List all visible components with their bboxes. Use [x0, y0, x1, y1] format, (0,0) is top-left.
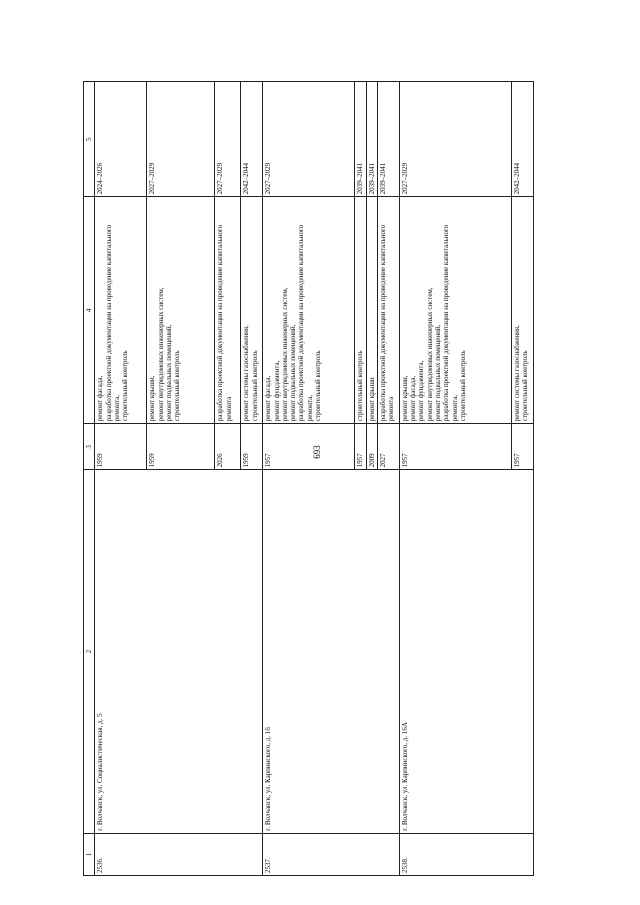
column-number-row — [84, 82, 95, 876]
work-period: 2039–2041 — [366, 82, 377, 197]
work-list: разработка проектной документации на проведение капитального ремонта — [377, 197, 399, 424]
build-year: 1957 — [511, 424, 533, 470]
work-period: 2039–2041 — [355, 82, 366, 197]
build-year: 1959 — [147, 424, 215, 470]
build-year: 1957 — [263, 424, 355, 470]
work-period: 2027–2029 — [263, 82, 355, 197]
column-header: 2 — [84, 470, 95, 833]
record-address: г. Волчанск, ул. Карпинского, д. 16 — [263, 470, 400, 833]
build-year: 1957 — [355, 424, 366, 470]
column-header: 4 — [84, 197, 95, 424]
column-header: 3 — [84, 424, 95, 470]
work-list: ремонт крыши — [366, 197, 377, 424]
build-year: 2026 — [215, 424, 241, 470]
record-address: г. Волчанск, ул. Социалистическая, д. 5 — [95, 470, 263, 833]
record-address: г. Волчанск, ул. Карпинского, д. 16А — [399, 470, 533, 833]
record-number: 2536. — [95, 833, 263, 875]
work-list: ремонт крыши, ремонт фасада, ремонт фундамента, ремонт внутридомовых инженерных систем, ремонт подвальных помещений, разработка проектной документации на проведение капитального ремонта, строительный контроль — [399, 197, 511, 424]
work-period: 2039–2041 — [377, 82, 399, 197]
build-year: 1957 — [399, 424, 511, 470]
column-header: 1 — [84, 833, 95, 875]
work-list: ремонт фасада, ремонт фундамента, ремонт внутридомовых инженерных систем, ремонт подвальных помещений, разработка проектной документации на проведение капитального ремонта, строительный контроль — [263, 197, 355, 424]
work-list: ремонт крыши, ремонт внутридомовых инженерных систем, ремонт подвальных помещений, строительный контроль — [147, 197, 215, 424]
work-list: ремонт фасада, разработка проектной документации на проведение капитального ремонта, строительный контроль — [95, 197, 147, 424]
repair-schedule-table — [83, 81, 534, 876]
table-row — [263, 82, 355, 876]
work-list: ремонт системы газоснабжения, строительный контроль — [241, 197, 263, 424]
record-number: 2537. — [263, 833, 400, 875]
work-period: 2027–2029 — [147, 82, 215, 197]
table-row — [399, 82, 511, 876]
work-period: 2027–2029 — [399, 82, 511, 197]
build-year: 1959 — [241, 424, 263, 470]
rotated-table-wrapper — [83, 81, 530, 876]
build-year: 2009 — [366, 424, 377, 470]
record-number: 2538. — [399, 833, 533, 875]
work-list: ремонт системы газоснабжения, строительный контроль — [511, 197, 533, 424]
build-year: 1959 — [95, 424, 147, 470]
column-header: 5 — [84, 82, 95, 197]
table-row — [95, 82, 147, 876]
work-period: 2027–2029 — [215, 82, 241, 197]
build-year: 2027 — [377, 424, 399, 470]
work-list: разработка проектной документации на проведение капитального ремонта — [215, 197, 241, 424]
work-list: строительный контроль — [355, 197, 366, 424]
work-period: 2024–2026 — [95, 82, 147, 197]
work-period: 2042–2044 — [241, 82, 263, 197]
work-period: 2042–2044 — [511, 82, 533, 197]
